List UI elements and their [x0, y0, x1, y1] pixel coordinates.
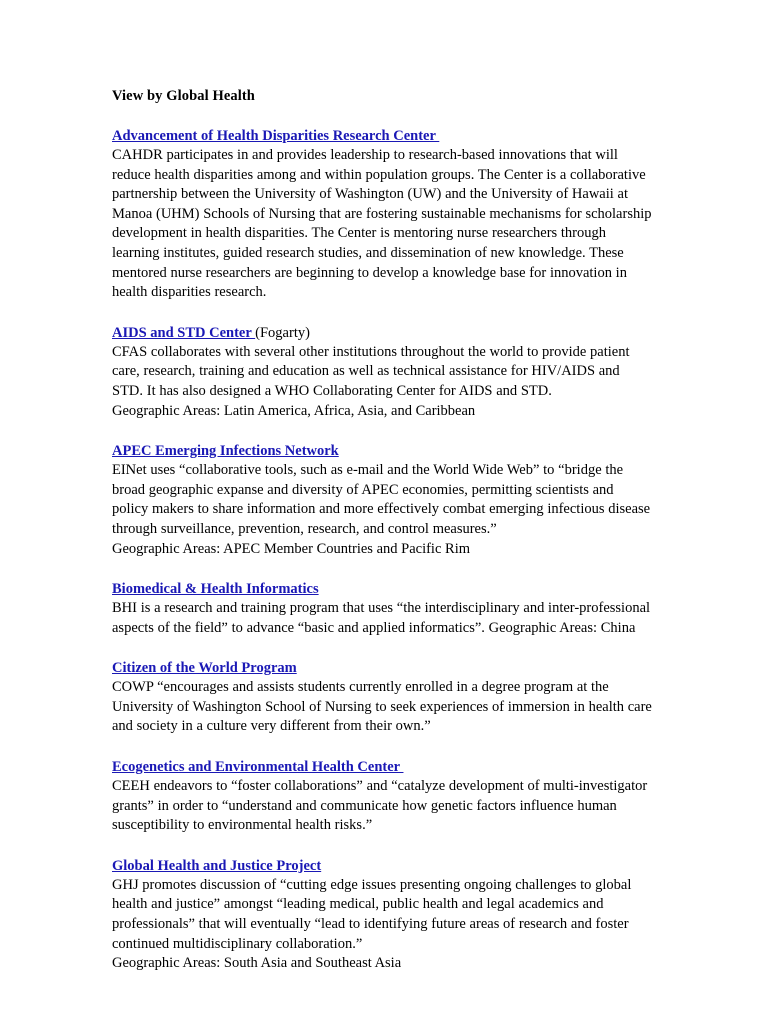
section-aids-and-std-center [112, 323, 653, 421]
section-body: COWP “encourages and assists students currently enrolled in a degree program at the University of Washington School of Nursing to seek experiences of immersion in health care and society in a culture very different from their own.” [112, 679, 652, 735]
section-heading [112, 126, 653, 146]
section-body: EINet uses “collaborative tools, such as e-mail and the World Wide Web” to “bridge the broad geographic expanse and diversity of APEC economies, permitting scientists and policy makers to share information and more effectively combat emerging infectious disease through surveillance, prevention, research, and control measures.” [112, 462, 651, 537]
section-heading [112, 323, 653, 343]
section-heading [112, 441, 653, 461]
section-geographic-areas: Geographic Areas: South Asia and Southeast Asia [112, 955, 402, 972]
section-link[interactable]: APEC Emerging Infections Network [112, 443, 339, 460]
section-body: BHI is a research and training program that uses “the interdisciplinary and inter-professional aspects of the field” to advance “basic and applied informatics”. Geographic Areas: China [112, 600, 651, 636]
page-title: View by Global Health [112, 88, 255, 104]
section-link[interactable]: Biomedical & Health Informatics [112, 581, 319, 598]
section-link[interactable]: Ecogenetics and Environmental Health Center [112, 759, 404, 776]
section-link[interactable]: Global Health and Justice Project [112, 857, 322, 874]
section-heading-suffix: (Fogarty) [255, 324, 310, 341]
section-body: CEEH endeavors to “foster collaborations” and “catalyze development of multi-investigator grants” in order to “understand and communicate how genetic factors influence human susceptibility to environmental health risks.” [112, 778, 648, 834]
section-heading [112, 579, 653, 599]
section-ecogenetics-and-environmental-health-center [112, 757, 653, 836]
section-heading [112, 856, 653, 876]
section-link[interactable]: AIDS and STD Center [112, 324, 256, 341]
section-body: GHJ promotes discussion of “cutting edge issues presenting ongoing challenges to global health and justice” amongst “leading medical, public health and legal academics and professionals” that will eventually “lead to identifying future areas of research and foster continued multidisciplinary collaboration.” [112, 876, 632, 952]
section-link[interactable]: Citizen of the World Program [112, 660, 297, 677]
section-geographic-areas: Geographic Areas: APEC Member Countries and Pacific Rim [112, 540, 470, 557]
section-heading [112, 658, 653, 678]
section-citizen-of-the-world-program [112, 658, 653, 737]
section-heading [112, 757, 653, 777]
section-body: CAHDR participates in and provides leadership to research-based innovations that will reduce health disparities among and within population groups. The Center is a collaborative partnership between the University of Washington (UW) and the University of Hawaii at Manoa (UHM) Schools of Nursing that are fostering sustainable mechanisms for scholarship development in health disparities. The Center is mentoring nurse researchers through learning institutes, guided research studies, and dissemination of new knowledge. These mentored nurse researchers are beginning to develop a knowledge base for innovation in health disparities research. [112, 147, 652, 301]
section-link[interactable]: Advancement of Health Disparities Research Center [112, 128, 440, 144]
section-geographic-areas: Geographic Areas: Latin America, Africa, Asia, and Caribbean [112, 402, 476, 419]
section-advancement-of-health-disparities-research-center [112, 126, 653, 303]
section-body: CFAS collaborates with several other institutions throughout the world to provide patient care, research, training and education as well as technical assistance for HIV/AIDS and STD. It has also designed a WHO Collaborating Center for AIDS and STD. [112, 343, 630, 399]
section-apec-emerging-infections-network [112, 441, 653, 559]
section-global-health-and-justice-project [112, 856, 653, 974]
section-biomedical-and-health-informatics [112, 579, 653, 638]
